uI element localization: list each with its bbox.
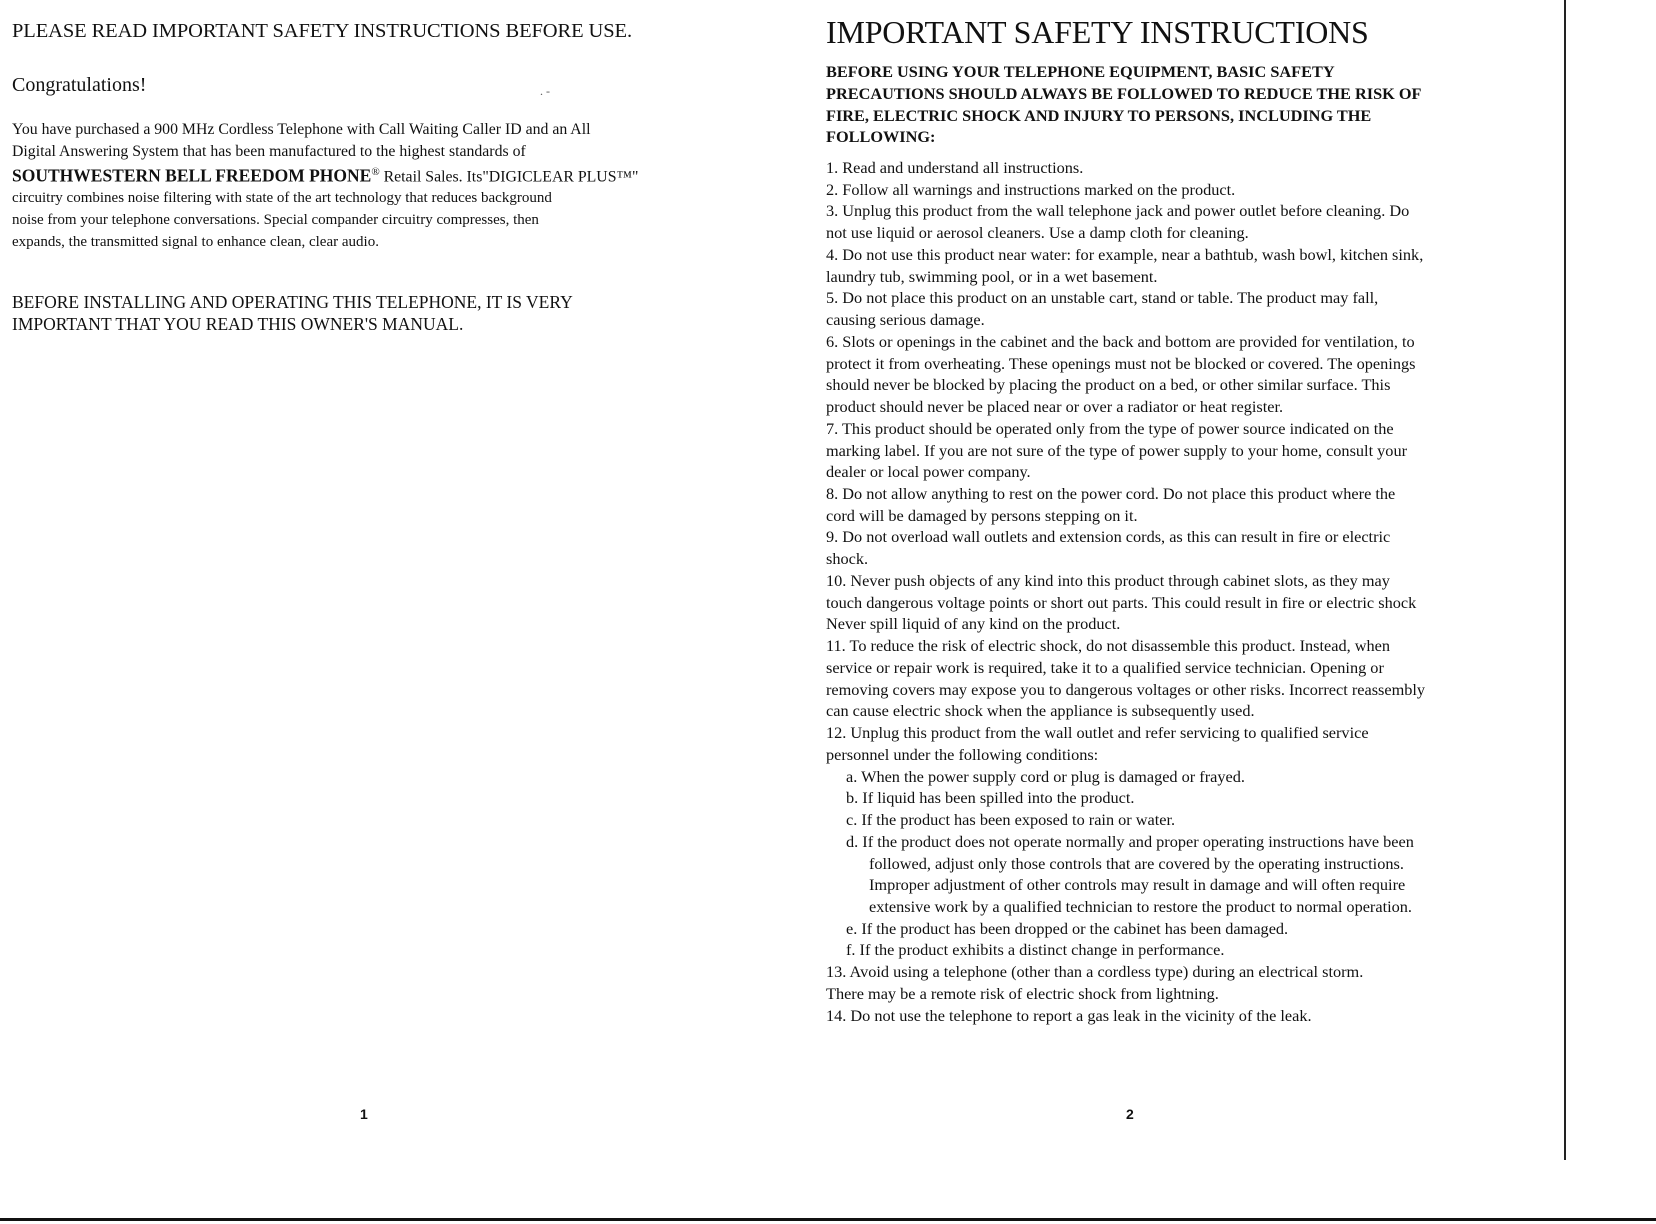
intro-line-brand — [12, 162, 742, 188]
rule-line: cord will be damaged by persons stepping on it. — [826, 505, 1138, 525]
rule-line: 7. This product should be operated only from the type of power source indicated on the — [826, 418, 1394, 438]
rule-line: not use liquid or aerosol cleaners. Use a damp cloth for cleaning. — [826, 223, 1249, 243]
sub-item: d. If the product does not operate normally and proper operating instructions have been — [846, 831, 1414, 851]
scan-edge-horizontal — [0, 1218, 1656, 1221]
rule-line: There may be a remote risk of electric shock from lightning. — [826, 983, 1219, 1003]
intro-line: noise from your telephone conversations. Special compander circuitry compresses, then — [12, 212, 539, 229]
intro-line: You have purchased a 900 MHz Cordless Telephone with Call Waiting Caller ID and an All — [12, 121, 591, 138]
sub-item-continued: Improper adjustment of other controls may result in damage and will often require — [869, 875, 1406, 895]
rule-line: laundry tub, swimming pool, or in a wet basement. — [826, 266, 1158, 286]
brand-name: SOUTHWESTERN BELL FREEDOM PHONE — [12, 165, 372, 186]
rule-line: can cause electric shock when the appliance is subsequently used. — [826, 701, 1255, 721]
sub-item: c. If the product has been exposed to rain or water. — [846, 810, 1176, 830]
rule-line: product should never be placed near or over a radiator or heat register. — [826, 397, 1284, 417]
page-right — [826, 0, 1566, 1160]
rule-line: should never be blocked by placing the product on a bed, or other similar surface. This — [826, 375, 1391, 395]
rule-line: dealer or local power company. — [826, 462, 1031, 482]
rule-line: 10. Never push objects of any kind into this product through cabinet slots, as they may — [826, 570, 1390, 590]
rule-line: shock. — [826, 549, 869, 569]
rule-line: 2. Follow all warnings and instructions marked on the product. — [826, 179, 1236, 199]
intro-line: Digital Answering System that has been manufactured to the highest standards of — [12, 142, 526, 160]
rule-line: 6. Slots or openings in the cabinet and the back and bottom are provided for ventilation, to — [826, 331, 1415, 351]
rule-line: 13. Avoid using a telephone (other than a cordless type) during an electrical storm. — [826, 962, 1364, 982]
safety-lead — [826, 61, 1421, 148]
intro-paragraph — [12, 119, 742, 253]
rule-line: 11. To reduce the risk of electric shock, do not disassemble this product. Instead, when — [826, 636, 1391, 656]
lead-line: BEFORE USING YOUR TELEPHONE EQUIPMENT, BASIC SAFETY — [826, 62, 1335, 81]
rule-line: 9. Do not overload wall outlets and extension cords, as this can result in fire or electric — [826, 527, 1391, 547]
page-number: 1 — [360, 1106, 368, 1122]
lead-line: FOLLOWING: — [826, 127, 936, 147]
sub-item: e. If the product has been dropped or the cabinet has been damaged. — [846, 918, 1289, 938]
rule-line: touch dangerous voltage points or short out parts. This could result in fire or electric shock — [826, 592, 1417, 612]
rule-line: 5. Do not place this product on an unstable cart, stand or table. The product may fall, — [826, 288, 1379, 308]
rule-line: 1. Read and understand all instructions. — [826, 158, 1084, 177]
rule-line: 4. Do not use this product near water: for example, near a bathtub, wash bowl, kitchen sink, — [826, 244, 1424, 264]
rule-line: removing covers may expose you to dangerous voltages or other risks. Incorrect reassembly — [826, 679, 1426, 699]
page-title: IMPORTANT SAFETY INSTRUCTIONS — [826, 14, 1369, 50]
sub-item: f. If the product exhibits a distinct change in performance. — [846, 940, 1225, 960]
intro-line: circuitry combines noise filtering with state of the art technology that reduces background — [12, 190, 552, 207]
page-left — [12, 0, 772, 1160]
scan-mark: . - — [540, 84, 550, 98]
rule-line: service or repair work is required, take it to a qualified service technician. Opening or — [826, 657, 1384, 677]
rule-line: Never spill liquid of any kind on the product. — [826, 614, 1121, 634]
greeting: Congratulations! — [12, 74, 147, 96]
safety-list — [826, 157, 1425, 1026]
sub-item-continued: extensive work by a qualified technician to restore the product to normal operation. — [869, 896, 1412, 916]
intro-text: Retail Sales. Its"DIGICLEAR PLUS™" — [379, 168, 639, 186]
rule-line: marking label. If you are not sure of the type of power supply to your home, consult your — [826, 440, 1408, 460]
rule-line: 12. Unplug this product from the wall outlet and refer servicing to qualified service — [826, 723, 1369, 743]
page-number: 2 — [1126, 1106, 1134, 1122]
rule-line: 14. Do not use the telephone to report a gas leak in the vicinity of the leak. — [826, 1005, 1312, 1025]
rule-line: personnel under the following conditions: — [826, 744, 1099, 764]
rule-line: protect it from overheating. These openings must not be blocked or covered. The openings — [826, 353, 1416, 373]
intro-line: expands, the transmitted signal to enhance clean, clear audio. — [12, 233, 379, 250]
rule-line: causing serious damage. — [826, 310, 985, 330]
notice-line: BEFORE INSTALLING AND OPERATING THIS TELEPHONE, IT IS VERY — [12, 292, 573, 312]
page-heading: PLEASE READ IMPORTANT SAFETY INSTRUCTIONS BEFORE USE. — [12, 20, 632, 42]
sub-item: b. If liquid has been spilled into the product. — [846, 788, 1135, 808]
before-notice — [12, 292, 573, 335]
rule-line: 8. Do not allow anything to rest on the power cord. Do not place this product where the — [826, 484, 1396, 504]
scan-edge-vertical — [1564, 0, 1566, 1160]
rule-line: 3. Unplug this product from the wall telephone jack and power outlet before cleaning. Do — [826, 201, 1410, 221]
lead-line: PRECAUTIONS SHOULD ALWAYS BE FOLLOWED TO REDUCE THE RISK OF — [826, 83, 1422, 103]
registered-mark: ® — [371, 166, 380, 179]
notice-line: IMPORTANT THAT YOU READ THIS OWNER'S MANUAL. — [12, 313, 464, 334]
lead-line: FIRE, ELECTRIC SHOCK AND INJURY TO PERSONS, INCLUDING THE — [826, 105, 1372, 125]
sub-item: a. When the power supply cord or plug is damaged or frayed. — [846, 766, 1245, 786]
sub-item-continued: followed, adjust only those controls that are covered by the operating instructions. — [869, 853, 1404, 873]
